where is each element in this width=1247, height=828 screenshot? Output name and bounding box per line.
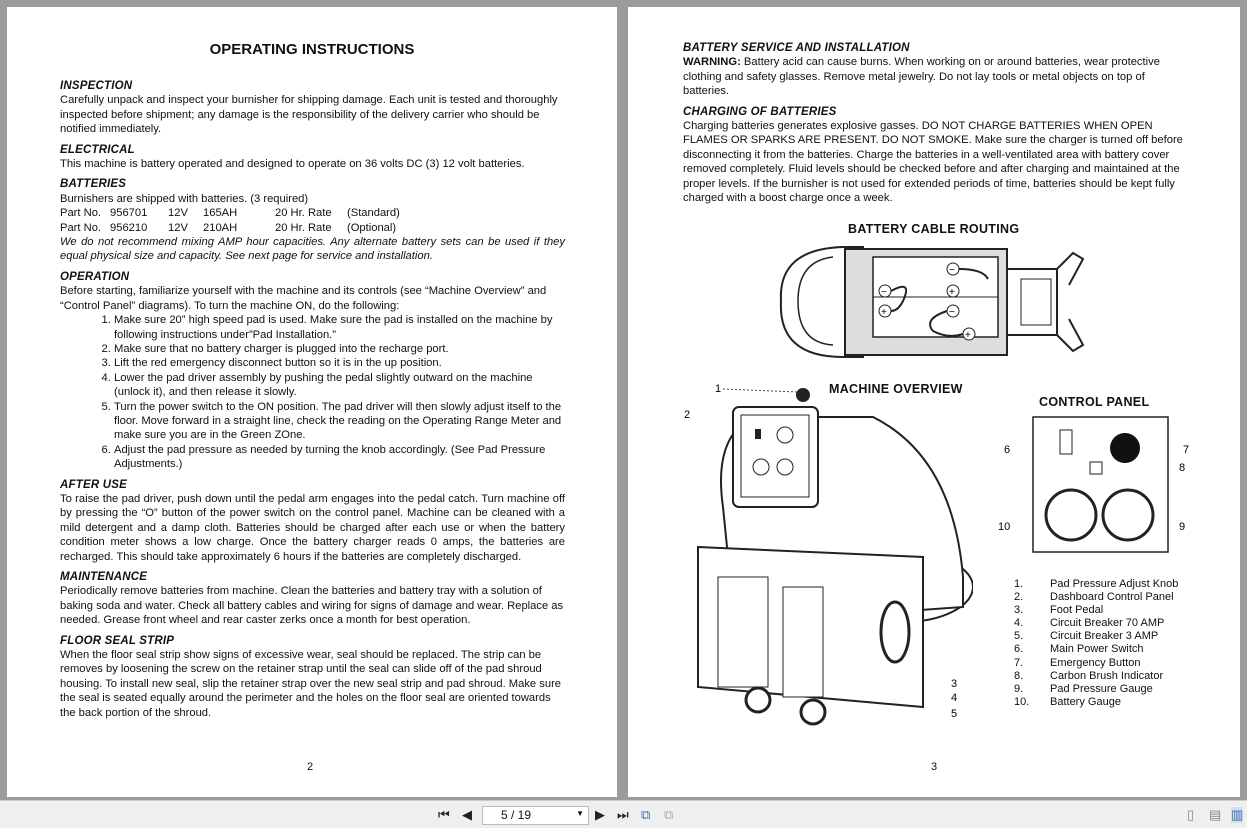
legend-item: 4. Circuit Breaker 70 AMP xyxy=(1014,617,1165,630)
electrical-heading: ELECTRICAL xyxy=(60,143,135,156)
operation-step: 5. Turn the power switch to the ON position. The pad driver will then slowly adjust itself to the floor. Move forward in a straight line, check the reading on the Operating Range Meter and make sure you are in the Green ZOne. xyxy=(114,400,565,443)
maintenance-heading: MAINTENANCE xyxy=(60,571,148,583)
legend-item: 10. Battery Gauge xyxy=(1014,695,1121,708)
continuous-view-icon[interactable]: ▤ xyxy=(1209,807,1222,822)
part-volt: 12V xyxy=(168,221,188,234)
floor-seal-heading: FLOOR SEAL STRIP xyxy=(60,634,175,647)
part-number: 956701 xyxy=(110,207,148,220)
page-indicator: 5 / 19 xyxy=(501,808,532,822)
electrical-text: This machine is battery operated and designed to operate on 36 volts DC (3) 12 volt batteries. xyxy=(60,158,525,171)
legend-item: 9. Pad Pressure Gauge xyxy=(1014,682,1153,695)
batteries-text: Burnishers are shipped with batteries. (3 required) xyxy=(60,192,309,205)
parts-legend xyxy=(1014,578,1178,709)
part-label: Part No. xyxy=(60,221,102,234)
part-number: 956210 xyxy=(110,221,148,234)
operation-step: 1. Make sure 20” high speed pad is used. Make sure the pad is installed on the machine by following instructions under”Pad Installation.” xyxy=(114,313,565,342)
svg-text:6: 6 xyxy=(1004,444,1011,456)
warning-label: WARNING: xyxy=(683,56,741,69)
left-page-content xyxy=(60,73,565,720)
battery-service-text: Battery acid can cause burns. When working on or around batteries, wear protective clothing and safety glasses. Remove metal jewelry. Do not lay tools or metal objects on top of batteries. xyxy=(683,56,1160,98)
batteries-heading: BATTERIES xyxy=(60,178,127,191)
svg-text:7: 7 xyxy=(1183,444,1190,456)
legend-item: 3. Foot Pedal xyxy=(1014,604,1104,617)
charging-heading: CHARGING OF BATTERIES xyxy=(683,105,837,118)
operation-step: 4. Lower the pad driver assembly by pushing the pedal slightly outward on the machine (unlock it), and then release it slowly. xyxy=(114,371,565,400)
part-type: (Standard) xyxy=(347,207,400,220)
battery-cable-routing-diagram xyxy=(773,239,1093,364)
callout-3: 3 xyxy=(951,678,958,690)
part-rate: 20 Hr. Rate xyxy=(275,207,332,220)
operation-step: 6. Adjust the pad pressure as needed by turning the knob accordingly. (See Pad Pressure Adjustments.) xyxy=(114,443,565,472)
control-panel-diagram xyxy=(998,412,1198,562)
svg-text:−: − xyxy=(881,287,887,298)
after-use-heading: AFTER USE xyxy=(60,478,127,491)
machine-overview-diagram xyxy=(673,377,973,727)
floor-seal-text: When the floor seal strip show signs of excessive wear, seal should be replaced. The strip can be removes by loosening the screw on the retainer strap until the seal can slide off of the pad shroud housing. To install new seal, slip the retainer strap over the new seal strip and pad shroud. Make sure the seal is seated equally around the perimeter and the holes on the floor seal are oriented towards the back portion of the shroud. xyxy=(60,649,562,719)
battery-part-row xyxy=(60,206,565,220)
battery-service-heading: BATTERY SERVICE AND INSTALLATION xyxy=(683,42,910,54)
callout-5: 5 xyxy=(951,708,958,720)
part-volt: 12V xyxy=(168,207,188,220)
first-page-icon[interactable]: ⏮ xyxy=(438,807,450,822)
copy-page-icon[interactable]: ⧉ xyxy=(641,807,651,822)
callout-4: 4 xyxy=(951,692,958,704)
page-select[interactable] xyxy=(482,806,589,825)
svg-text:+: + xyxy=(881,307,887,318)
inspection-text: Carefully unpack and inspect your burnisher for shipping damage. Each unit is tested and thoroughly inspected before shipment; any damage is the responsibility of the delivery carrier who should be notified immediately. xyxy=(60,94,558,136)
operation-steps xyxy=(96,313,565,471)
operation-step: 3. Lift the red emergency disconnect button so it is in the up position. xyxy=(114,356,565,370)
svg-text:−: − xyxy=(949,265,955,276)
pdf-toolbar xyxy=(0,800,1247,828)
legend-item: 6. Main Power Switch xyxy=(1014,643,1144,656)
page-number: 3 xyxy=(931,761,938,773)
part-type: (Optional) xyxy=(347,221,397,234)
operation-text: Before starting, familiarize yourself with the machine and its controls (see “Machine Overview” and “Control Panel” diagrams). To turn the machine ON, do the following: xyxy=(60,285,547,312)
after-use-text: To raise the pad driver, push down until the pedal arm engages into the pedal catch. Turn machine off by pressing the “O” button of the power switch on the control panel. Machine can be cleaned with a mild detergent and a damp cloth. Batteries should be charged after each use or when the battery condition meter shows a low charge. Once the battery charger reads 0 amps, the batteries are recharged. This should take approximately 6 hours if the batteries are completely discharged. xyxy=(60,492,565,563)
right-page-content xyxy=(683,41,1188,205)
paste-page-icon[interactable]: ⧉ xyxy=(664,807,674,822)
svg-text:+: + xyxy=(965,330,971,341)
chevron-down-icon: ▼ xyxy=(576,809,584,818)
inspection-heading: INSPECTION xyxy=(60,80,133,92)
callout-1: 1 xyxy=(715,383,722,395)
svg-text:10: 10 xyxy=(998,521,1011,533)
part-ah: 165AH xyxy=(203,207,238,220)
maintenance-text: Periodically remove batteries from machine. Clean the batteries and battery tray with a solution of baking soda and water. Check all battery cables and wiring for signs of damage and wear. Replace as needed. Grease front wheel and rear caster zerks once a month for best operation. xyxy=(60,585,564,627)
operation-step: 2. Make sure that no battery charger is plugged into the recharge port. xyxy=(114,342,565,356)
part-label: Part No. xyxy=(60,207,102,220)
single-page-view-icon[interactable]: ▯ xyxy=(1187,807,1195,822)
previous-page-icon[interactable]: ◀ xyxy=(462,807,472,822)
operation-heading: OPERATION xyxy=(60,270,130,283)
two-page-view-icon[interactable]: ▥ xyxy=(1231,807,1244,822)
last-page-icon[interactable]: ⏭ xyxy=(617,807,629,822)
charging-text: Charging batteries generates explosive gasses. DO NOT CHARGE BATTERIES WHEN OPEN FLAMES OR SPARKS ARE PRESENT. DO NOT SMOKE. Make sure the charger is turned off before disconnecting it from the batteries. Charge the batteries in a well-ventilated area with battery cover removed completely. Fluid levels should be checked before and after charging and maintained at the proper levels. If the burnisher is not used for extended periods of time, batteries should be kept fully charged with a boost charge once a week. xyxy=(683,120,1183,205)
pdf-page-left xyxy=(7,7,617,797)
legend-item: 8. Carbon Brush Indicator xyxy=(1014,669,1164,682)
battery-part-row xyxy=(60,221,565,235)
legend-item: 2. Dashboard Control Panel xyxy=(1014,591,1174,604)
svg-text:8: 8 xyxy=(1179,462,1186,474)
next-page-icon[interactable]: ▶ xyxy=(595,807,605,822)
part-rate: 20 Hr. Rate xyxy=(275,221,332,234)
pdf-page-right xyxy=(628,7,1240,797)
battery-cable-routing-title: BATTERY CABLE ROUTING xyxy=(848,222,1020,236)
part-ah: 210AH xyxy=(203,221,238,234)
control-panel-title: CONTROL PANEL xyxy=(1039,395,1150,409)
legend-item: 5. Circuit Breaker 3 AMP xyxy=(1014,630,1159,643)
batteries-note: We do not recommend mixing AMP hour capacities. Any alternate battery sets can be used if they equal physical size and capacity. See next page for service and installation. xyxy=(60,236,565,263)
svg-text:−: − xyxy=(949,307,955,318)
page-title: OPERATING INSTRUCTIONS xyxy=(209,41,415,58)
page-number: 2 xyxy=(307,761,314,773)
legend-item: 1. Pad Pressure Adjust Knob xyxy=(1014,578,1179,590)
callout-2: 2 xyxy=(684,409,691,421)
machine-overview-title: MACHINE OVERVIEW xyxy=(829,382,963,396)
svg-text:9: 9 xyxy=(1179,521,1186,533)
svg-text:+: + xyxy=(949,287,955,298)
legend-item: 7. Emergency Button xyxy=(1014,656,1141,669)
